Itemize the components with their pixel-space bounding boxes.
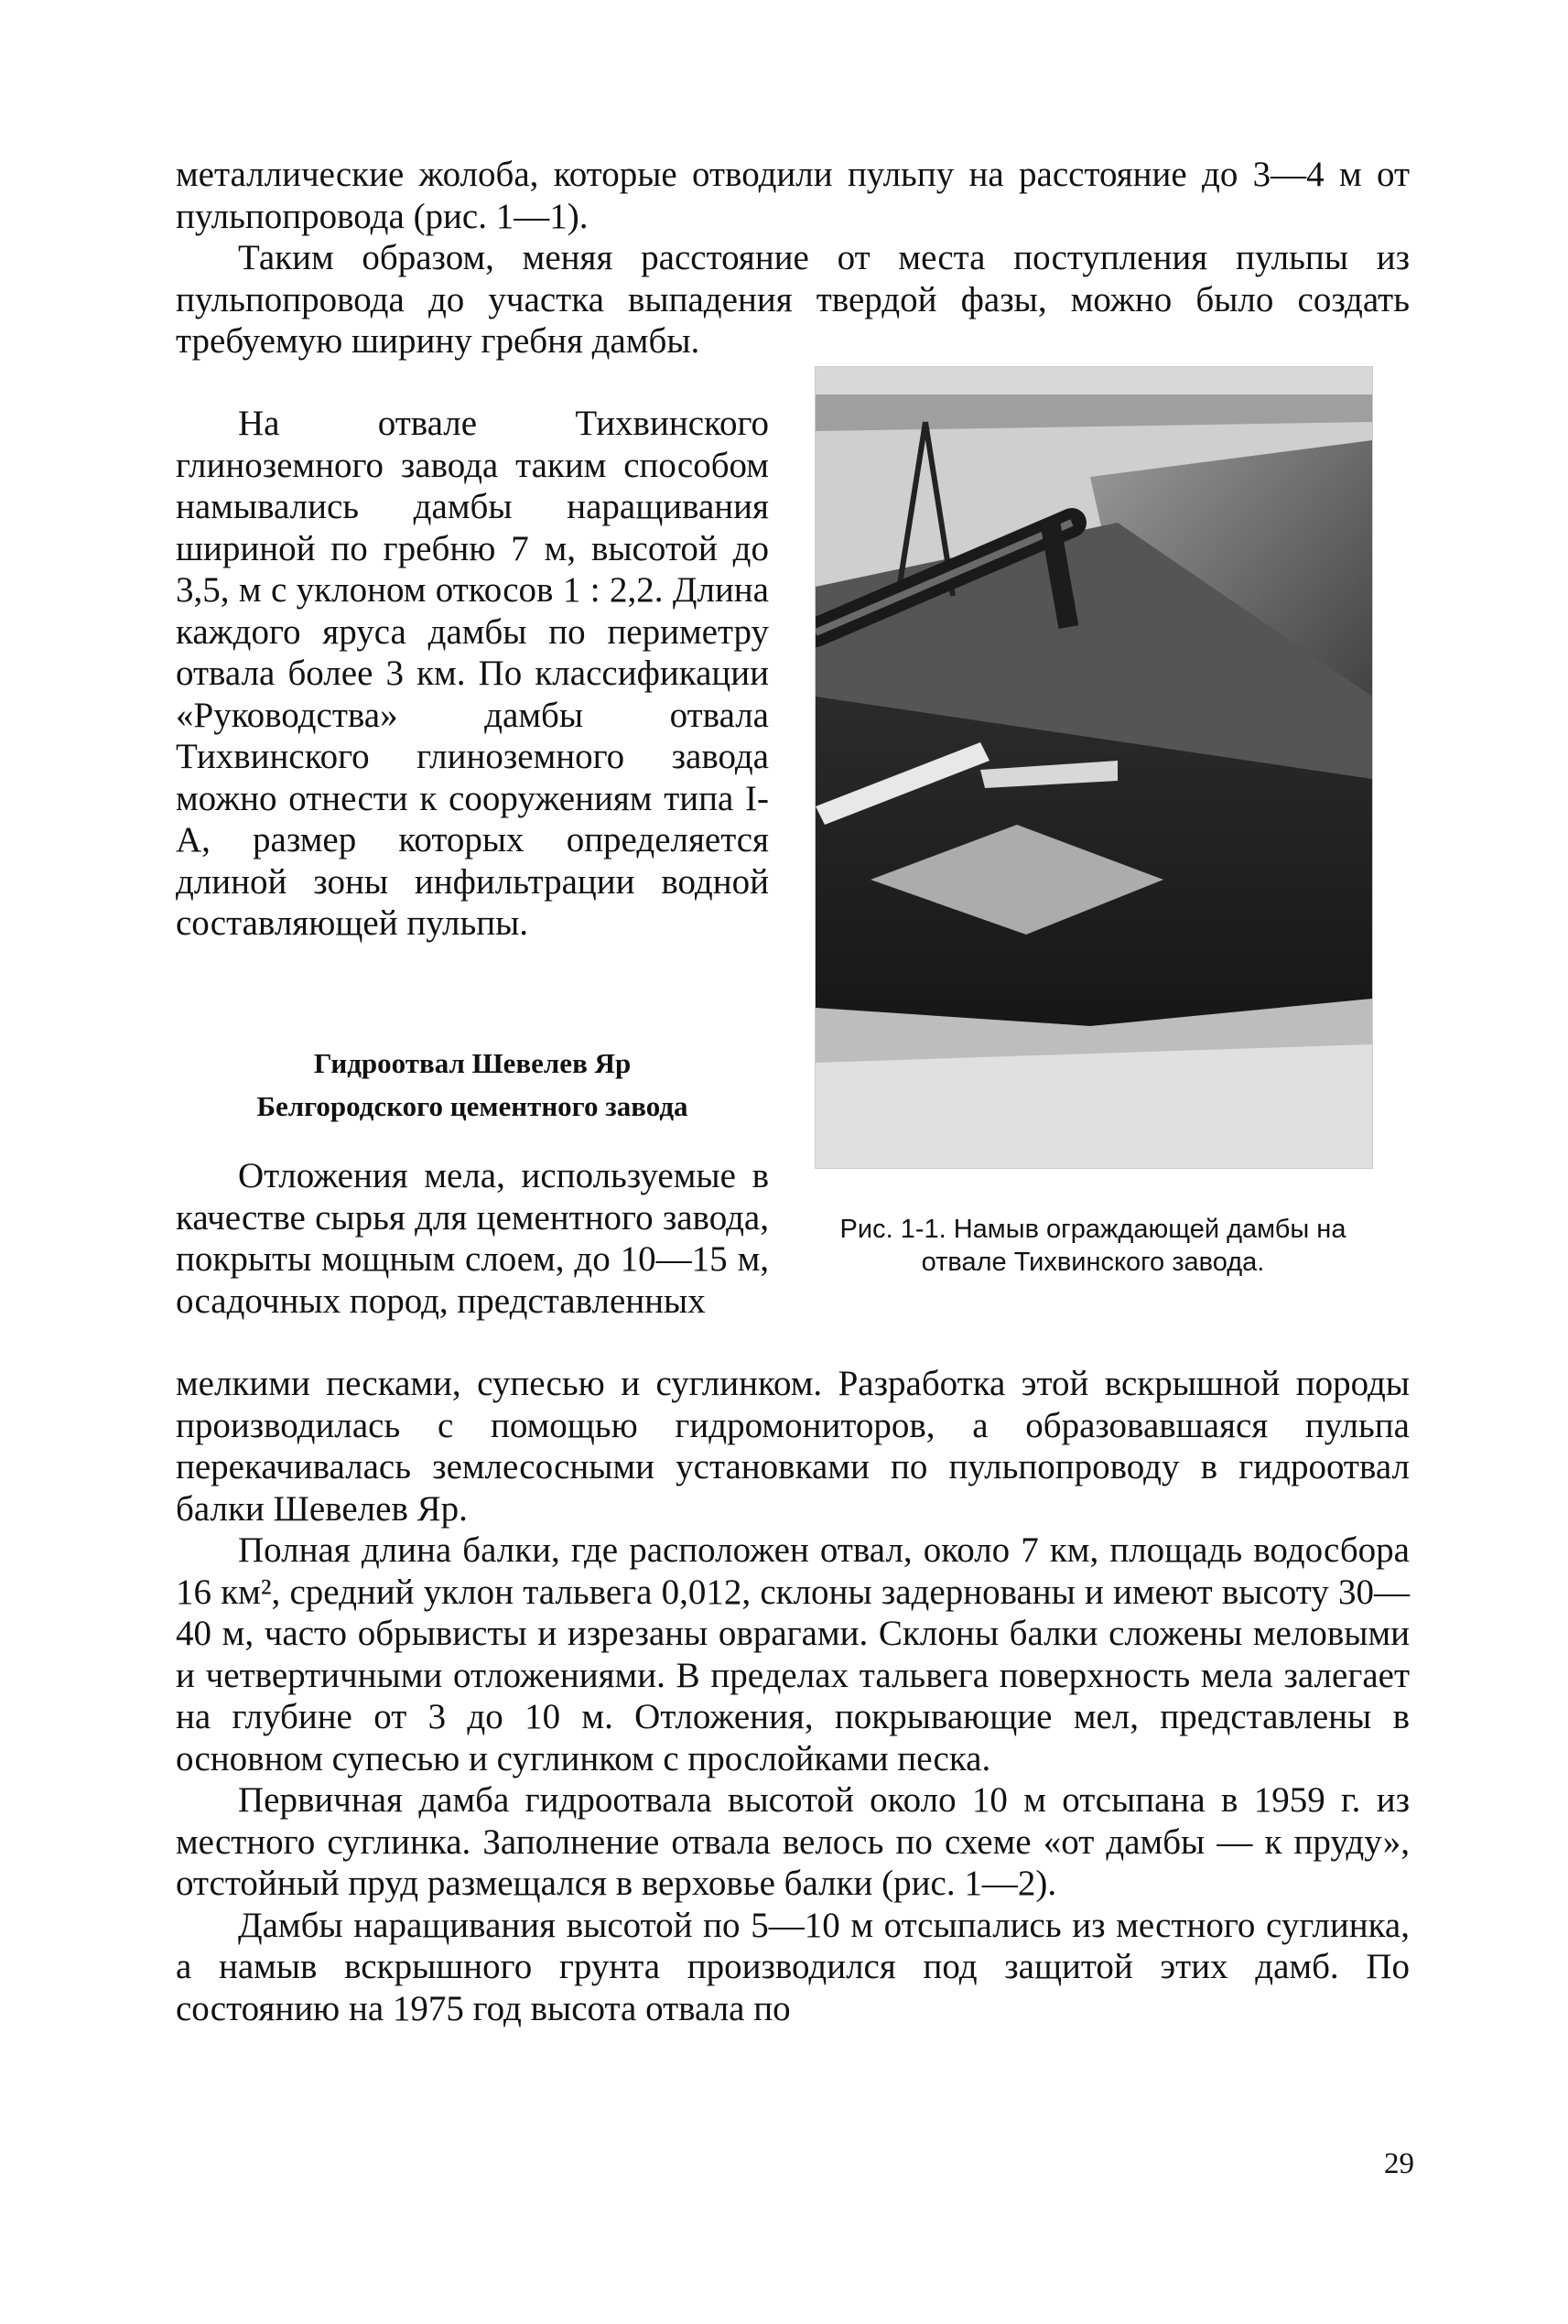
section-heading [176, 1042, 769, 1128]
paragraph-continuation: мелкими песками, супесью и суглинком. Разработка этой вскрышной породы производилась с помощью гидромониторов, а образовавшаяся пульпа перекачивалась землесосными установками по пульпопроводу в гидроотвал балки Шевелев Яр. [176, 1364, 1410, 1529]
left-column-top [176, 403, 769, 945]
paragraph: Дамбы наращивания высотой по 5—10 м отсыпались из местного суглинка, а намыв вскрышного грунта производился под защитой этих дамб. По состоянию на 1975 год высота отвала по [176, 1905, 1410, 2028]
paragraph-continuation: металлические жолоба, которые отводили пульпу на расстояние до 3—4 м от пульпопровода (рис. 1—1). [176, 155, 1410, 236]
heading-line: Гидроотвал Шевелев Яр [313, 1047, 632, 1079]
left-column-bottom [176, 1155, 769, 1322]
paragraph: Таким образом, меняя расстояние от места поступления пульпы из пульпопровода до участка выпадения твердой фазы, можно было создать требуемую ширину гребня дамбы. [176, 238, 1410, 361]
figure-photo [815, 366, 1373, 1169]
page-number: 29 [1384, 2147, 1414, 2180]
paragraph: Первичная дамба гидроотвала высотой около 10 м отсыпана в 1959 г. из местного суглинка. Заполнение отвала велось по схеме «от дамбы — к пруду», отстойный пруд размещался в верховье балки (рис. 1—2). [176, 1780, 1410, 1903]
bottom-text [176, 1363, 1410, 2029]
figure-caption: Рис. 1-1. Намыв ограждающей дамбы на отвале Тихвинского завода. [839, 1215, 1346, 1277]
paragraph: На отвале Тихвинского глиноземного завода таким способом намывались дамбы наращивания шириной по гребню 7 м, высотой до 3,5, м с уклоном откосов 1 : 2,2. Длина каждого яруса дамбы по периметру отвала более 3 км. По классификации «Руководства» дамбы отвала Тихвинского глиноземного завода можно отнести к сооружениям типа I-А, размер которых определяется длиной зоны инфильтрации водной составляющей пульпы. [176, 404, 769, 943]
paragraph: Полная длина балки, где расположен отвал, около 7 км, площадь водосбора 16 км², средний уклон тальвега 0,012, склоны задернованы и имеют высоту 30—40 м, часто обрывисты и изрезаны оврагами. Склоны балки сложены меловыми и четвертичными отложениями. В пределах тальвега поверхность мела залегает на глубине от 3 до 10 м. Отложения, покрывающие мел, представлены в основном супесью и суглинком с прослойками песка. [176, 1530, 1410, 1778]
paragraph: Отложения мела, используемые в качестве сырья для цементного завода, покрыты мощным слоем, до 10—15 м, осадочных пород, представленных [176, 1156, 769, 1321]
top-text [176, 154, 1410, 362]
heading-line: Белгородского цементного завода [256, 1090, 688, 1122]
dam-photo-illustration [816, 367, 1372, 1168]
